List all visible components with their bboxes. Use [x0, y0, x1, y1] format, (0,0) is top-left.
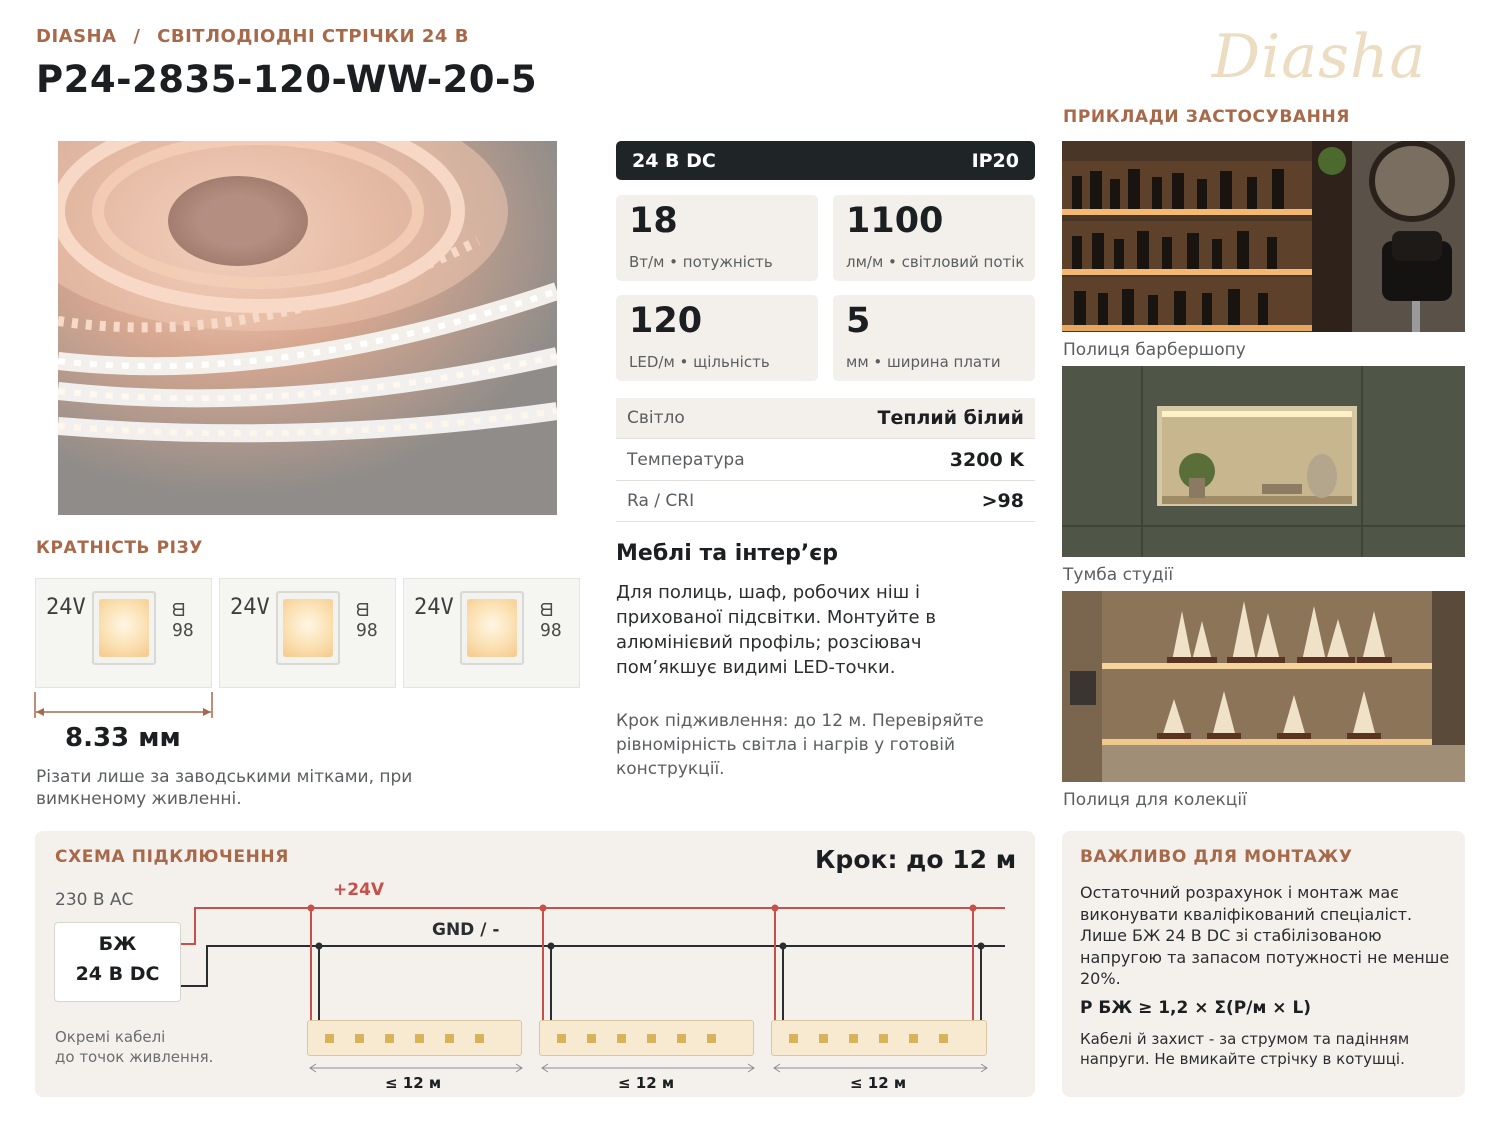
barbershop-shelf-image: [1062, 141, 1465, 332]
usage-note: Крок підживлення: до 12 м. Перевіряйте рівномірність світла і нагрів у готовій конструкції.: [616, 711, 984, 779]
tile-voltage-label: 24V: [230, 595, 270, 620]
collection-shelf-image: [1062, 591, 1465, 782]
spec-key: Температура: [627, 450, 745, 470]
led-reel-illustration: [58, 141, 557, 515]
diagram-heading: СХЕМА ПІДКЛЮЧЕННЯ: [55, 847, 289, 867]
mounting-note: Кабелі й захист - за струмом та падінням напруги. Не вмикайте стрічку в котушці.: [1080, 1030, 1410, 1068]
led-chip: [92, 591, 156, 665]
collection-illustration: [1062, 591, 1465, 782]
spec-header: [616, 141, 1035, 180]
voltage-label: 24 В DC: [632, 149, 716, 172]
cable-note-line: до точок живлення.: [55, 1048, 214, 1066]
brand-logo: Diasha: [1212, 22, 1427, 92]
spec-row-temperature: [616, 440, 1035, 481]
segment-dimension-arrows: [300, 1062, 1000, 1074]
page-title: P24-2835-120-WW-20-5: [36, 58, 538, 101]
spec-key: Ra / CRI: [627, 491, 695, 511]
spec-value: 18: [629, 201, 678, 241]
spec-card-power: [616, 195, 818, 281]
product-photo: [58, 141, 557, 515]
spec-card-flux: [833, 195, 1035, 281]
spec-val: 3200 K: [949, 449, 1024, 471]
cut-heading: КРАТНІСТЬ РІЗУ: [36, 538, 203, 558]
ac-label: 230 В АС: [55, 890, 134, 910]
app-caption: Полиця барбершопу: [1063, 340, 1246, 360]
breadcrumb: [36, 26, 479, 47]
studio-niche-illustration: [1062, 366, 1465, 557]
spec-value: 1100: [846, 201, 944, 241]
strip-leds: [540, 1021, 755, 1057]
segment-length: ≤ 12 м: [850, 1074, 907, 1092]
spec-row-light: [616, 398, 1035, 439]
gnd-label: GND / -: [432, 920, 500, 940]
tile-mark: ᗺ 98: [540, 600, 562, 641]
spec-label: лм/м • світловий потік: [846, 253, 1025, 271]
spec-key: Світло: [627, 408, 685, 428]
usage-text: Для полиць, шаф, робочих ніш і прихованої підсвітки. Монтуйте в алюмінієвий профіль; розсіювач пом’якшує видимі LED-точки.: [616, 582, 936, 678]
psu-label: БЖ: [98, 933, 137, 955]
psu-voltage: 24 В DC: [75, 963, 160, 985]
spec-label: мм • ширина плати: [846, 353, 1001, 371]
tile-voltage-label: 24V: [414, 595, 454, 620]
spec-label: LED/м • щільність: [629, 353, 770, 371]
strip-leds: [772, 1021, 988, 1057]
cut-tile: [403, 578, 580, 688]
tile-voltage-label: 24V: [46, 595, 86, 620]
spec-card-density: [616, 295, 818, 381]
segment-length: ≤ 12 м: [618, 1074, 675, 1092]
cut-length: 8.33 мм: [65, 723, 181, 753]
spec-value: 120: [629, 301, 703, 341]
tile-mark: ᗺ 98: [356, 600, 378, 641]
cable-note-line: Окремі кабелі: [55, 1028, 166, 1046]
app-caption: Тумба студії: [1063, 565, 1174, 585]
strip-segment: [771, 1020, 987, 1056]
breadcrumb-category[interactable]: СВІТЛОДІОДНІ СТРІЧКИ 24 В: [157, 26, 469, 47]
mounting-text: Остаточний розрахунок і монтаж має виконувати кваліфікований спеціаліст. Лише БЖ 24 В DC зі стабілізованою напругою та запасом потужності не менше 20%.: [1080, 883, 1450, 988]
breadcrumb-separator: /: [133, 26, 141, 47]
spec-card-width: [833, 295, 1035, 381]
led-chip: [276, 591, 340, 665]
strip-leds: [308, 1021, 523, 1057]
cut-note: Різати лише за заводськими мітками, при вимкненому живленні.: [36, 767, 413, 809]
app-caption: Полиця для колекції: [1063, 790, 1247, 810]
applications-heading: ПРИКЛАДИ ЗАСТОСУВАННЯ: [1063, 107, 1350, 127]
tile-mark: ᗺ 98: [172, 600, 194, 641]
cut-tile: [219, 578, 396, 688]
strip-segment: [539, 1020, 754, 1056]
spec-val: Теплий білий: [877, 407, 1024, 429]
plus-label: +24V: [333, 880, 385, 900]
diagram-step: Крок: до 12 м: [815, 845, 1017, 874]
wiring-lines: [35, 890, 1035, 1090]
led-chip: [460, 591, 524, 665]
usage-heading: Меблі та інтер’єр: [616, 541, 839, 566]
spec-row-cri: [616, 481, 1035, 522]
cut-dimension-arrow: [30, 690, 220, 720]
ip-rating: IP20: [971, 149, 1019, 172]
barbershop-illustration: [1062, 141, 1465, 332]
breadcrumb-brand[interactable]: DIASHA: [36, 26, 117, 47]
spec-value: 5: [846, 301, 871, 341]
mounting-heading: ВАЖЛИВО ДЛЯ МОНТАЖУ: [1080, 847, 1353, 867]
cut-tile: [35, 578, 212, 688]
strip-segment: [307, 1020, 522, 1056]
mounting-formula: P БЖ ≥ 1,2 × Σ(P/м × L): [1080, 998, 1312, 1018]
segment-length: ≤ 12 м: [385, 1074, 442, 1092]
spec-val: >98: [981, 490, 1024, 512]
spec-label: Вт/м • потужність: [629, 253, 773, 271]
studio-niche-image: [1062, 366, 1465, 557]
